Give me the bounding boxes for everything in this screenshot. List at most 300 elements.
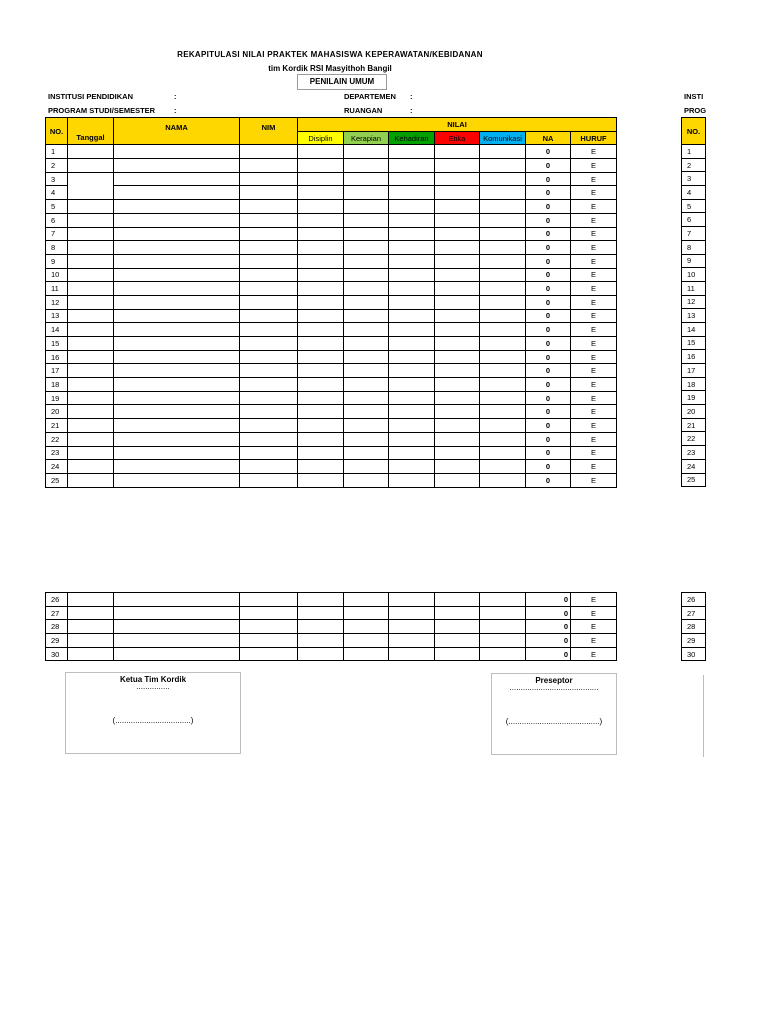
cell-etika[interactable] [435, 172, 480, 186]
cell-etika[interactable] [435, 593, 480, 607]
cell-nim[interactable] [240, 593, 298, 607]
cell-nim[interactable] [240, 172, 298, 186]
cell-kerapian[interactable] [344, 323, 389, 337]
cell-nim[interactable] [240, 378, 298, 392]
cell-disiplin[interactable] [298, 200, 344, 214]
cell-etika[interactable] [435, 460, 480, 474]
cell-kehadiran[interactable] [389, 405, 435, 419]
cell-kerapian[interactable] [344, 337, 389, 351]
right-cell-no: 29 [682, 634, 706, 648]
right-cell-no: 25 [682, 473, 706, 487]
cell-kerapian[interactable] [344, 391, 389, 405]
cell-kehadiran[interactable] [389, 213, 435, 227]
cell-nim[interactable] [240, 213, 298, 227]
cell-etika[interactable] [435, 268, 480, 282]
cell-komunikasi[interactable] [480, 593, 526, 607]
cell-disiplin[interactable] [298, 446, 344, 460]
cell-komunikasi[interactable] [480, 254, 526, 268]
cell-kehadiran[interactable] [389, 378, 435, 392]
cell-etika[interactable] [435, 213, 480, 227]
cell-komunikasi[interactable] [480, 378, 526, 392]
cell-kehadiran[interactable] [389, 186, 435, 200]
header-kehadiran: Kehadiran [389, 131, 435, 145]
cell-komunikasi[interactable] [480, 473, 526, 487]
cell-disiplin[interactable] [298, 159, 344, 173]
cell-kehadiran[interactable] [389, 159, 435, 173]
cell-disiplin[interactable] [298, 254, 344, 268]
cell-tanggal[interactable] [68, 295, 114, 309]
cell-nama[interactable] [114, 282, 240, 296]
cell-nim[interactable] [240, 241, 298, 255]
cell-nim[interactable] [240, 634, 298, 648]
cell-huruf: E [571, 620, 617, 634]
cell-no: 16 [46, 350, 68, 364]
cell-komunikasi[interactable] [480, 309, 526, 323]
cell-nim[interactable] [240, 364, 298, 378]
cell-na: 0 [526, 460, 571, 474]
cell-kerapian[interactable] [344, 172, 389, 186]
cell-kerapian[interactable] [344, 620, 389, 634]
cell-etika[interactable] [435, 634, 480, 648]
cell-etika[interactable] [435, 295, 480, 309]
cell-disiplin[interactable] [298, 432, 344, 446]
cell-komunikasi[interactable] [480, 364, 526, 378]
cell-tanggal[interactable] [68, 446, 114, 460]
cell-nama[interactable] [114, 364, 240, 378]
cell-no: 19 [46, 391, 68, 405]
cell-tanggal[interactable] [68, 145, 114, 159]
cell-tanggal[interactable] [68, 254, 114, 268]
departemen-label: DEPARTEMEN [344, 92, 396, 101]
cell-kerapian[interactable] [344, 159, 389, 173]
cell-kerapian[interactable] [344, 186, 389, 200]
cell-nama[interactable] [114, 647, 240, 661]
cell-komunikasi[interactable] [480, 350, 526, 364]
right-cell-no: 10 [682, 268, 706, 282]
cell-disiplin[interactable] [298, 309, 344, 323]
cell-komunikasi[interactable] [480, 337, 526, 351]
cell-nim[interactable] [240, 473, 298, 487]
cell-kerapian[interactable] [344, 295, 389, 309]
cell-kehadiran[interactable] [389, 254, 435, 268]
cell-kehadiran[interactable] [389, 391, 435, 405]
cell-disiplin[interactable] [298, 378, 344, 392]
right-cell-no: 6 [682, 213, 706, 227]
right-cell-no: 20 [682, 405, 706, 419]
cell-etika[interactable] [435, 350, 480, 364]
cell-na: 0 [526, 647, 571, 661]
cell-disiplin[interactable] [298, 606, 344, 620]
cell-disiplin[interactable] [298, 241, 344, 255]
cell-komunikasi[interactable] [480, 159, 526, 173]
cell-etika[interactable] [435, 241, 480, 255]
cell-kerapian[interactable] [344, 213, 389, 227]
cell-kehadiran[interactable] [389, 419, 435, 433]
cell-disiplin[interactable] [298, 172, 344, 186]
cell-disiplin[interactable] [298, 227, 344, 241]
cell-disiplin[interactable] [298, 186, 344, 200]
cell-kerapian[interactable] [344, 241, 389, 255]
cell-disiplin[interactable] [298, 268, 344, 282]
cell-nama[interactable] [114, 446, 240, 460]
right-cell-no: 26 [682, 593, 706, 607]
cell-kehadiran[interactable] [389, 460, 435, 474]
cell-nama[interactable] [114, 295, 240, 309]
cell-nim[interactable] [240, 200, 298, 214]
cell-tanggal[interactable] [68, 606, 114, 620]
cell-tanggal[interactable] [68, 620, 114, 634]
cell-kerapian[interactable] [344, 446, 389, 460]
cell-kehadiran[interactable] [389, 295, 435, 309]
cell-komunikasi[interactable] [480, 200, 526, 214]
cell-tanggal[interactable] [68, 460, 114, 474]
cell-nama[interactable] [114, 186, 240, 200]
cell-kerapian[interactable] [344, 405, 389, 419]
table-row [46, 432, 617, 446]
cell-kehadiran[interactable] [389, 282, 435, 296]
cell-tanggal[interactable] [68, 473, 114, 487]
cell-komunikasi[interactable] [480, 432, 526, 446]
cell-etika[interactable] [435, 282, 480, 296]
cell-komunikasi[interactable] [480, 295, 526, 309]
cell-nim[interactable] [240, 391, 298, 405]
cell-nim[interactable] [240, 309, 298, 323]
cell-kerapian[interactable] [344, 145, 389, 159]
cell-nim[interactable] [240, 419, 298, 433]
header-nim: NIM [240, 118, 298, 145]
cell-no: 11 [46, 282, 68, 296]
cell-disiplin[interactable] [298, 323, 344, 337]
cell-etika[interactable] [435, 323, 480, 337]
cell-etika[interactable] [435, 473, 480, 487]
cell-komunikasi[interactable] [480, 620, 526, 634]
cell-huruf: E [571, 282, 617, 296]
cell-kerapian[interactable] [344, 606, 389, 620]
cell-tanggal[interactable] [68, 419, 114, 433]
cell-tanggal[interactable] [68, 647, 114, 661]
cell-tanggal[interactable] [68, 227, 114, 241]
cell-etika[interactable] [435, 337, 480, 351]
cell-nim[interactable] [240, 647, 298, 661]
cell-nim[interactable] [240, 620, 298, 634]
cell-nama[interactable] [114, 145, 240, 159]
cell-nama[interactable] [114, 378, 240, 392]
cell-tanggal[interactable] [68, 159, 114, 173]
cell-etika[interactable] [435, 254, 480, 268]
cell-etika[interactable] [435, 446, 480, 460]
right-cell-no: 27 [682, 606, 706, 620]
report-subtitle: tim Kordik RSI Masyithoh Bangil [268, 64, 392, 73]
cell-huruf: E [571, 268, 617, 282]
cell-komunikasi[interactable] [480, 405, 526, 419]
table-row [46, 350, 617, 364]
cell-disiplin[interactable] [298, 460, 344, 474]
cell-kerapian[interactable] [344, 254, 389, 268]
cell-huruf: E [571, 350, 617, 364]
cell-disiplin[interactable] [298, 282, 344, 296]
cell-kehadiran[interactable] [389, 446, 435, 460]
cell-kerapian[interactable] [344, 473, 389, 487]
cell-kerapian[interactable] [344, 268, 389, 282]
cell-no: 24 [46, 460, 68, 474]
cell-kerapian[interactable] [344, 460, 389, 474]
cell-nama[interactable] [114, 460, 240, 474]
cell-tanggal[interactable] [68, 200, 114, 214]
preseptor-name-line: (.........................................) [505, 717, 603, 726]
cell-komunikasi[interactable] [480, 419, 526, 433]
cell-nama[interactable] [114, 405, 240, 419]
cell-etika[interactable] [435, 309, 480, 323]
cell-nim[interactable] [240, 186, 298, 200]
cell-nama[interactable] [114, 350, 240, 364]
cell-kehadiran[interactable] [389, 145, 435, 159]
cell-nim[interactable] [240, 159, 298, 173]
ketua-title: Ketua Tim Kordik [119, 675, 187, 684]
cell-nim[interactable] [240, 254, 298, 268]
cell-na: 0 [526, 620, 571, 634]
right-cell-no: 14 [682, 322, 706, 336]
right-signature-edge [703, 675, 704, 757]
cell-disiplin[interactable] [298, 213, 344, 227]
cell-komunikasi[interactable] [480, 282, 526, 296]
cell-huruf: E [571, 159, 617, 173]
cell-kerapian[interactable] [344, 647, 389, 661]
cell-nim[interactable] [240, 268, 298, 282]
cell-tanggal[interactable] [68, 241, 114, 255]
cell-komunikasi[interactable] [480, 391, 526, 405]
cell-kehadiran[interactable] [389, 350, 435, 364]
cell-etika[interactable] [435, 364, 480, 378]
cell-kehadiran[interactable] [389, 473, 435, 487]
cell-nim[interactable] [240, 227, 298, 241]
cell-disiplin[interactable] [298, 419, 344, 433]
cell-komunikasi[interactable] [480, 606, 526, 620]
cell-komunikasi[interactable] [480, 268, 526, 282]
cell-etika[interactable] [435, 405, 480, 419]
cell-kehadiran[interactable] [389, 432, 435, 446]
cell-kehadiran[interactable] [389, 647, 435, 661]
cell-etika[interactable] [435, 432, 480, 446]
cell-nama[interactable] [114, 634, 240, 648]
cell-nama[interactable] [114, 200, 240, 214]
cell-nim[interactable] [240, 295, 298, 309]
header-no: NO. [46, 118, 68, 145]
cell-nama[interactable] [114, 391, 240, 405]
cell-nim[interactable] [240, 446, 298, 460]
cell-kerapian[interactable] [344, 282, 389, 296]
right-cell-no: 13 [682, 309, 706, 323]
right-table-row [682, 391, 706, 405]
right-cell-no: 24 [682, 459, 706, 473]
cell-komunikasi[interactable] [480, 172, 526, 186]
cell-etika[interactable] [435, 647, 480, 661]
cell-tanggal[interactable] [68, 268, 114, 282]
cell-kerapian[interactable] [344, 634, 389, 648]
right-cell-no: 7 [682, 227, 706, 241]
table-row [46, 145, 617, 159]
cell-kerapian[interactable] [344, 227, 389, 241]
table-row [46, 323, 617, 337]
cell-nim[interactable] [240, 405, 298, 419]
cell-na: 0 [526, 159, 571, 173]
cell-disiplin[interactable] [298, 364, 344, 378]
cell-no: 7 [46, 227, 68, 241]
cell-tanggal[interactable] [68, 391, 114, 405]
cell-tanggal[interactable] [68, 172, 114, 199]
cell-kerapian[interactable] [344, 200, 389, 214]
cell-komunikasi[interactable] [480, 145, 526, 159]
table-row [46, 159, 617, 173]
cell-kehadiran[interactable] [389, 227, 435, 241]
cell-nama[interactable] [114, 606, 240, 620]
cell-kerapian[interactable] [344, 593, 389, 607]
cell-tanggal[interactable] [68, 309, 114, 323]
cell-komunikasi[interactable] [480, 213, 526, 227]
cell-kehadiran[interactable] [389, 268, 435, 282]
cell-nim[interactable] [240, 606, 298, 620]
cell-etika[interactable] [435, 419, 480, 433]
cell-nim[interactable] [240, 460, 298, 474]
cell-no: 5 [46, 200, 68, 214]
cell-nama[interactable] [114, 227, 240, 241]
cell-na: 0 [526, 473, 571, 487]
cell-nim[interactable] [240, 323, 298, 337]
cell-na: 0 [526, 446, 571, 460]
right-table-row [682, 432, 706, 446]
right-table-row [682, 145, 706, 159]
cell-nama[interactable] [114, 268, 240, 282]
right-table-row [682, 158, 706, 172]
cell-disiplin[interactable] [298, 391, 344, 405]
cell-etika[interactable] [435, 620, 480, 634]
cell-disiplin[interactable] [298, 647, 344, 661]
right-institusi-label: INSTI [684, 92, 704, 101]
cell-etika[interactable] [435, 186, 480, 200]
cell-nama[interactable] [114, 620, 240, 634]
cell-nim[interactable] [240, 282, 298, 296]
cell-nama[interactable] [114, 473, 240, 487]
cell-tanggal[interactable] [68, 282, 114, 296]
cell-kehadiran[interactable] [389, 593, 435, 607]
cell-na: 0 [526, 606, 571, 620]
cell-nama[interactable] [114, 172, 240, 186]
cell-tanggal[interactable] [68, 350, 114, 364]
cell-tanggal[interactable] [68, 634, 114, 648]
cell-komunikasi[interactable] [480, 647, 526, 661]
cell-kerapian[interactable] [344, 309, 389, 323]
cell-tanggal[interactable] [68, 323, 114, 337]
cell-etika[interactable] [435, 159, 480, 173]
cell-tanggal[interactable] [68, 405, 114, 419]
cell-kehadiran[interactable] [389, 620, 435, 634]
cell-kehadiran[interactable] [389, 606, 435, 620]
cell-komunikasi[interactable] [480, 186, 526, 200]
cell-na: 0 [526, 268, 571, 282]
cell-nama[interactable] [114, 337, 240, 351]
right-table-row [682, 418, 706, 432]
cell-etika[interactable] [435, 227, 480, 241]
cell-kehadiran[interactable] [389, 634, 435, 648]
cell-nama[interactable] [114, 593, 240, 607]
right-header-no: NO. [682, 118, 706, 145]
cell-etika[interactable] [435, 200, 480, 214]
cell-kerapian[interactable] [344, 378, 389, 392]
cell-kehadiran[interactable] [389, 200, 435, 214]
cell-no: 2 [46, 159, 68, 173]
cell-kehadiran[interactable] [389, 241, 435, 255]
cell-kerapian[interactable] [344, 432, 389, 446]
cell-komunikasi[interactable] [480, 446, 526, 460]
cell-kerapian[interactable] [344, 419, 389, 433]
cell-komunikasi[interactable] [480, 323, 526, 337]
cell-nama[interactable] [114, 241, 240, 255]
cell-kerapian[interactable] [344, 350, 389, 364]
cell-disiplin[interactable] [298, 634, 344, 648]
cell-kehadiran[interactable] [389, 172, 435, 186]
cell-nim[interactable] [240, 145, 298, 159]
cell-disiplin[interactable] [298, 295, 344, 309]
table-row [46, 364, 617, 378]
cell-nim[interactable] [240, 337, 298, 351]
cell-tanggal[interactable] [68, 593, 114, 607]
cell-disiplin[interactable] [298, 620, 344, 634]
cell-etika[interactable] [435, 378, 480, 392]
cell-tanggal[interactable] [68, 213, 114, 227]
cell-nama[interactable] [114, 254, 240, 268]
cell-nim[interactable] [240, 432, 298, 446]
right-table-row [682, 473, 706, 487]
cell-disiplin[interactable] [298, 405, 344, 419]
cell-tanggal[interactable] [68, 364, 114, 378]
cell-nama[interactable] [114, 309, 240, 323]
cell-komunikasi[interactable] [480, 227, 526, 241]
cell-huruf: E [571, 309, 617, 323]
cell-nama[interactable] [114, 432, 240, 446]
cell-kehadiran[interactable] [389, 337, 435, 351]
cell-etika[interactable] [435, 391, 480, 405]
table-row [46, 419, 617, 433]
cell-disiplin[interactable] [298, 337, 344, 351]
cell-nim[interactable] [240, 350, 298, 364]
cell-na: 0 [526, 172, 571, 186]
cell-kehadiran[interactable] [389, 364, 435, 378]
cell-kerapian[interactable] [344, 364, 389, 378]
cell-disiplin[interactable] [298, 350, 344, 364]
right-table-row [682, 199, 706, 213]
right-table-row [682, 186, 706, 200]
cell-etika[interactable] [435, 145, 480, 159]
cell-kehadiran[interactable] [389, 309, 435, 323]
cell-disiplin[interactable] [298, 473, 344, 487]
cell-disiplin[interactable] [298, 593, 344, 607]
cell-komunikasi[interactable] [480, 241, 526, 255]
cell-tanggal[interactable] [68, 337, 114, 351]
cell-disiplin[interactable] [298, 145, 344, 159]
cell-tanggal[interactable] [68, 432, 114, 446]
cell-komunikasi[interactable] [480, 634, 526, 648]
cell-huruf: E [571, 432, 617, 446]
cell-nama[interactable] [114, 213, 240, 227]
cell-nama[interactable] [114, 323, 240, 337]
cell-komunikasi[interactable] [480, 460, 526, 474]
cell-tanggal[interactable] [68, 378, 114, 392]
cell-nama[interactable] [114, 419, 240, 433]
right-program-label: PROG [684, 106, 707, 115]
cell-nama[interactable] [114, 159, 240, 173]
cell-kehadiran[interactable] [389, 323, 435, 337]
right-cell-no: 22 [682, 432, 706, 446]
cell-etika[interactable] [435, 606, 480, 620]
